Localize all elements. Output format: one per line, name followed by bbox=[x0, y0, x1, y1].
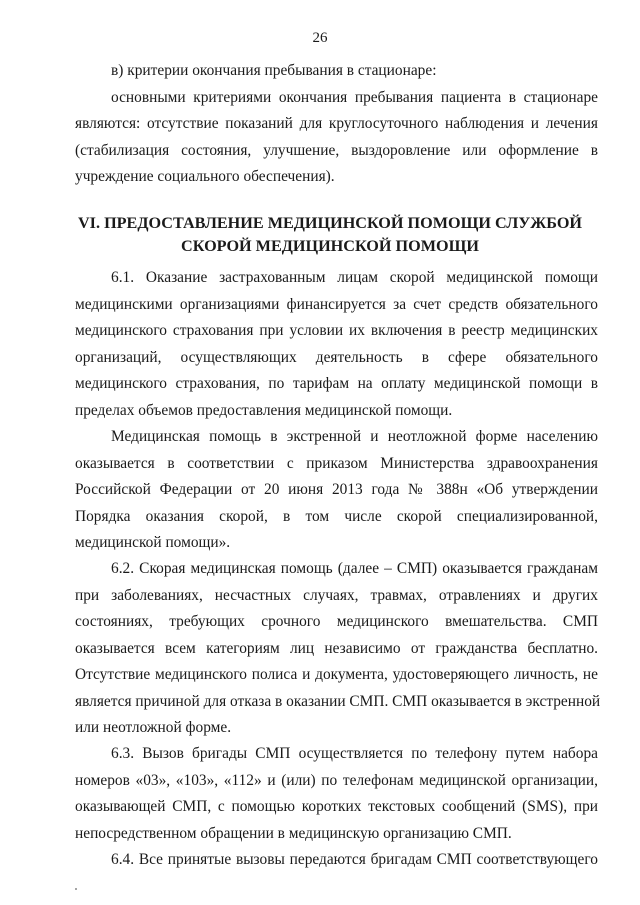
intro-block bbox=[75, 58, 598, 191]
paragraph-6-1 bbox=[75, 265, 598, 424]
paragraph-line: 6.4. Все принятые вызовы передаются бригадам СМП соответствующего bbox=[111, 851, 598, 868]
paragraph-line: состояниях, требующих срочного медицинского вмешательства. СМП bbox=[75, 613, 598, 630]
paragraph-line: медицинскими организациями финансируется за счет средств обязательного bbox=[75, 295, 598, 313]
paragraph-line: или неотложной форме. bbox=[75, 719, 232, 736]
scan-speck bbox=[75, 888, 77, 890]
paragraph-line: при заболеваниях, несчастных случаях, травмах, отравлениях и других bbox=[75, 586, 598, 604]
intro-line: являются: отсутствие показаний для круглосуточного наблюдения и лечения bbox=[75, 115, 598, 132]
paragraph-line: номеров «03», «103», «112» и (или) по телефонам медицинской организации, bbox=[75, 771, 598, 789]
paragraph-line: 6.2. Скорая медицинская помощь (далее – СМП) оказывается гражданам bbox=[111, 560, 598, 577]
paragraph-line: является причиной для отказа в оказании СМП. СМП оказывается в экстренной bbox=[75, 692, 601, 710]
paragraph-line: Медицинская помощь в экстренной и неотложной форме населению bbox=[111, 428, 598, 445]
intro-line: (стабилизация состояния, улучшение, выздоровление или оформление в bbox=[75, 141, 598, 159]
paragraph-6-2 bbox=[75, 556, 601, 742]
paragraph-line: организаций, осуществляющих деятельность в сфере обязательного bbox=[75, 348, 598, 366]
section-heading bbox=[60, 212, 600, 258]
paragraph-line: медицинского страхования при условии их включения в реестр медицинских bbox=[75, 322, 598, 339]
paragraph-line: Отсутствие медицинского полиса и документа, удостоверяющего личность, не bbox=[75, 666, 598, 683]
paragraph-6-1-continued bbox=[75, 424, 598, 557]
intro-line: основными критериями окончания пребывания пациента в стационаре bbox=[111, 88, 598, 106]
paragraph-6-4 bbox=[75, 847, 598, 874]
heading-line: СКОРОЙ МЕДИЦИНСКОЙ ПОМОЩИ bbox=[181, 237, 479, 255]
paragraph-line: оказывающей СМП, с помощью коротких текстовых сообщений (SMS), при bbox=[75, 798, 598, 815]
intro-item-label: в) критерии окончания пребывания в стационаре: bbox=[111, 62, 437, 79]
intro-line: учреждение социального обеспечения). bbox=[75, 168, 335, 185]
paragraph-line: Российской Федерации от 20 июня 2013 года № 388н «Об утверждении bbox=[75, 481, 598, 498]
page-number: 26 bbox=[312, 30, 328, 46]
paragraph-line: 6.3. Вызов бригады СМП осуществляется по телефону путем набора bbox=[111, 745, 598, 762]
paragraph-line: оказывается в соответствии с приказом Министерства здравоохранения bbox=[75, 454, 598, 472]
paragraph-line: медицинского страхования, по тарифам на оплату медицинской помощи в bbox=[75, 375, 598, 392]
heading-line: VI. ПРЕДОСТАВЛЕНИЕ МЕДИЦИНСКОЙ ПОМОЩИ СЛУЖБОЙ bbox=[77, 214, 583, 232]
paragraph-line: 6.1. Оказание застрахованным лицам скорой медицинской помощи bbox=[111, 269, 598, 286]
paragraph-line: Порядка оказания скорой, в том числе скорой специализированной, bbox=[75, 507, 598, 525]
paragraph-line: оказывается всем категориям лиц независимо от гражданства бесплатно. bbox=[75, 639, 598, 657]
paragraph-line: пределах объемов предоставления медицинской помощи. bbox=[75, 401, 453, 419]
paragraph-line: непосредственном обращении в медицинскую организацию СМП. bbox=[75, 824, 512, 842]
paragraph-6-3 bbox=[75, 741, 598, 847]
paragraph-line: медицинской помощи». bbox=[75, 534, 231, 551]
